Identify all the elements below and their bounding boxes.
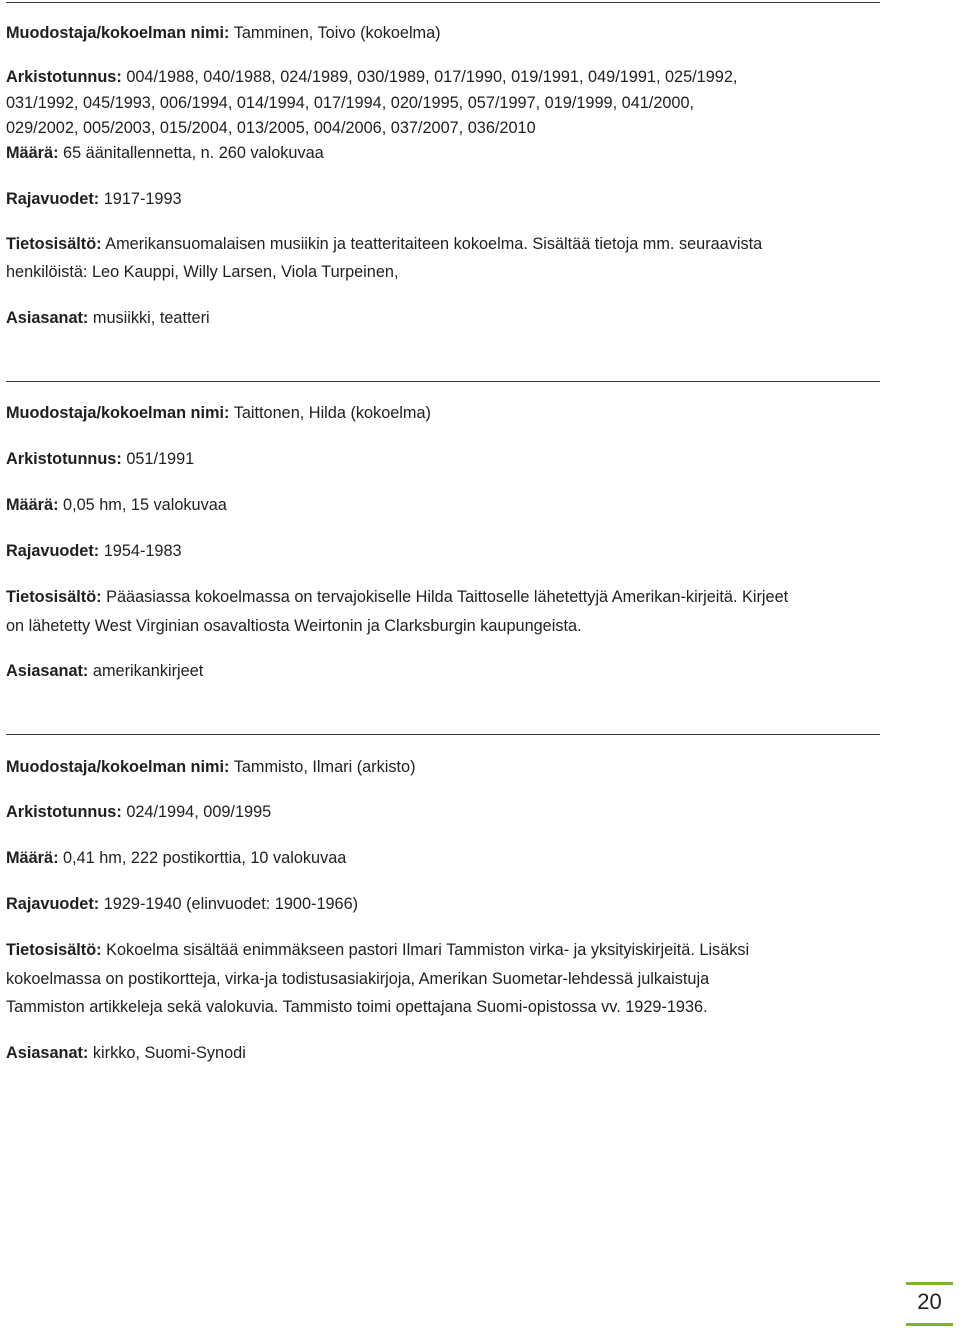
archive-id-value: 004/1988, 040/1988, 024/1989, 030/1989, 017/1990, 019/1991, 049/1991, 025/1992, (126, 68, 738, 86)
archive-id-value: 051/1991 (126, 450, 195, 468)
content-line-2: on lähetetty West Virginian osavaltiosta Weirtonin ja Clarksburgin kaupungeista. (6, 617, 582, 635)
content-label: Tietosisältö: (6, 941, 102, 959)
keywords-value: musiikki, teatteri (92, 309, 210, 327)
years-line (6, 894, 358, 914)
content-value: Amerikansuomalaisen musiikin ja teatteritaiteen kokoelma. Sisältää tietoja mm. seuraavista (105, 235, 763, 253)
content-line-2: kokoelmassa on postikortteja, virka-ja todistusasiakirjoja, Amerikan Suometar-lehdessä julkaistuja (6, 970, 710, 988)
amount-line (6, 143, 324, 163)
years-label: Rajavuodet: (6, 895, 100, 913)
content-label: Tietosisältö: (6, 235, 102, 253)
amount-label: Määrä: (6, 496, 59, 514)
content-line-3: Tammiston artikkeleja sekä valokuvia. Tammisto toimi opettajana Suomi-opistossa vv. 1929-1936. (6, 998, 708, 1016)
keywords-value: amerikankirjeet (92, 662, 204, 680)
content-line-1 (6, 587, 788, 607)
keywords-line (6, 308, 210, 328)
content-line-2: henkilöistä: Leo Kauppi, Willy Larsen, Viola Turpeinen, (6, 263, 399, 281)
archive-id-value: 024/1994, 009/1995 (126, 803, 272, 821)
amount-value: 0,41 hm, 222 postikorttia, 10 valokuvaa (63, 849, 347, 867)
archive-id-line-3: 029/2002, 005/2003, 015/2004, 013/2005, 004/2006, 037/2007, 036/2010 (6, 119, 536, 137)
keywords-label: Asiasanat: (6, 1044, 89, 1062)
amount-value: 65 äänitallennetta, n. 260 valokuvaa (63, 144, 324, 162)
content-label: Tietosisältö: (6, 588, 102, 606)
name-label: Muodostaja/kokoelman nimi: (6, 758, 230, 776)
amount-label: Määrä: (6, 849, 59, 867)
content-line-1 (6, 234, 762, 254)
name-label: Muodostaja/kokoelman nimi: (6, 404, 230, 422)
content-line-1 (6, 940, 749, 960)
years-value: 1929-1940 (elinvuodet: 1900-1966) (103, 895, 359, 913)
archive-id-label: Arkistotunnus: (6, 803, 122, 821)
amount-value: 0,05 hm, 15 valokuvaa (63, 496, 227, 514)
keywords-label: Asiasanat: (6, 309, 89, 327)
name-value: Tamminen, Toivo (kokoelma) (233, 24, 441, 42)
amount-line (6, 495, 227, 515)
content-value: Pääasiassa kokoelmassa on tervajokiselle Hilda Taittoselle lähetettyjä Amerikan-kirjeitä. Kirjeet (106, 588, 789, 606)
top-divider (6, 2, 880, 3)
amount-label: Määrä: (6, 144, 59, 162)
archive-id-line (6, 449, 194, 469)
archive-id-line-2: 031/1992, 045/1993, 006/1994, 014/1994, 017/1994, 020/1995, 057/1997, 019/1999, 041/2000, (6, 94, 695, 112)
archive-id-label: Arkistotunnus: (6, 68, 122, 86)
keywords-label: Asiasanat: (6, 662, 89, 680)
record-divider (6, 734, 880, 735)
record-name (6, 403, 431, 423)
record-name (6, 757, 416, 777)
years-value: 1954-1983 (103, 542, 182, 560)
content-value: Kokoelma sisältää enimmäkseen pastori Ilmari Tammiston virka- ja yksityiskirjeitä. Lisäksi (106, 941, 750, 959)
name-value: Taittonen, Hilda (kokoelma) (233, 404, 431, 422)
archive-id-line (6, 802, 271, 822)
name-label: Muodostaja/kokoelman nimi: (6, 24, 230, 42)
years-line (6, 541, 182, 561)
amount-line (6, 848, 346, 868)
name-value: Tammisto, Ilmari (arkisto) (233, 758, 416, 776)
record-divider (6, 381, 880, 382)
years-label: Rajavuodet: (6, 190, 100, 208)
years-label: Rajavuodet: (6, 542, 100, 560)
keywords-line (6, 661, 203, 681)
years-value: 1917-1993 (103, 190, 182, 208)
years-line (6, 189, 182, 209)
archive-id-label: Arkistotunnus: (6, 450, 122, 468)
archive-id-line-1 (6, 67, 737, 87)
keywords-line (6, 1043, 246, 1063)
keywords-value: kirkko, Suomi-Synodi (92, 1044, 246, 1062)
record-name (6, 23, 441, 43)
page-number: 20 (917, 1289, 942, 1314)
